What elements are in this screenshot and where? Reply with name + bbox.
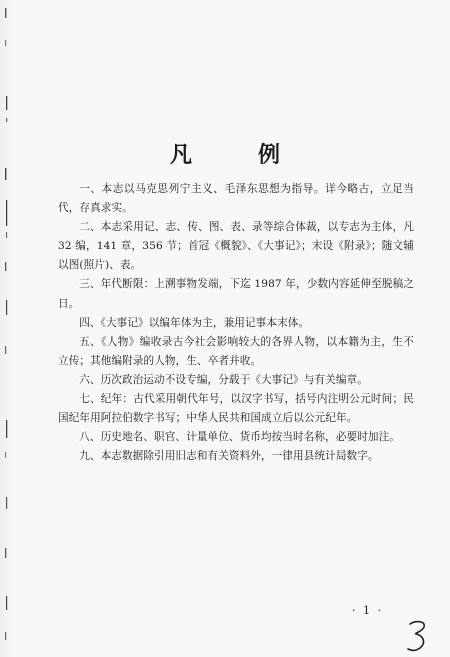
binding-marks: [3, 0, 11, 657]
paragraph-4: 四、《大事记》以编年体为主，兼用记事本末体。: [79, 316, 310, 329]
document-body: [58, 180, 414, 466]
paragraph-2: 二、本志采用记、志、传、图、表、录等综合体裁，以专志为主体，凡 32 编，141 章，356 节；首冠《概貌》、《大事记》；末设《附录》；随文辅以图(照片)、表。: [58, 221, 414, 272]
paragraph-7: 七、纪年：古代采用朝代年号，以汉字书写，括号内注明公元时间；民国纪年用阿拉伯数字书写；中华人民共和国成立后以公元纪年。: [58, 393, 414, 425]
page-number: · 1 ·: [352, 604, 383, 617]
paragraph-6: 六、历次政治运动不设专编，分载于《大事记》与有关编章。: [79, 373, 368, 386]
page-title: 凡 例: [169, 143, 302, 168]
paragraph-9: 九、本志数据除引用旧志和有关资料外，一律用县统计局数字。: [79, 450, 379, 463]
paragraph-5: 五、《人物》编收录古今社会影响较大的各界人物，以本籍为主，生不立传；其他编附录的人物，生、卒者并收。: [58, 335, 414, 367]
paragraph-1: 一、本志以马克思列宁主义、毛泽东思想为指导。详今略古，立足当代，存真求实。: [58, 183, 414, 215]
handwritten-mark-icon: [398, 616, 438, 654]
paragraph-3: 三、年代断限：上溯事物发端，下迄 1987 年，少数内容延伸至脱稿之日。: [58, 278, 414, 310]
paragraph-8: 八、历史地名、职官、计量单位、货币均按当时名称，必要时加注。: [79, 431, 400, 444]
